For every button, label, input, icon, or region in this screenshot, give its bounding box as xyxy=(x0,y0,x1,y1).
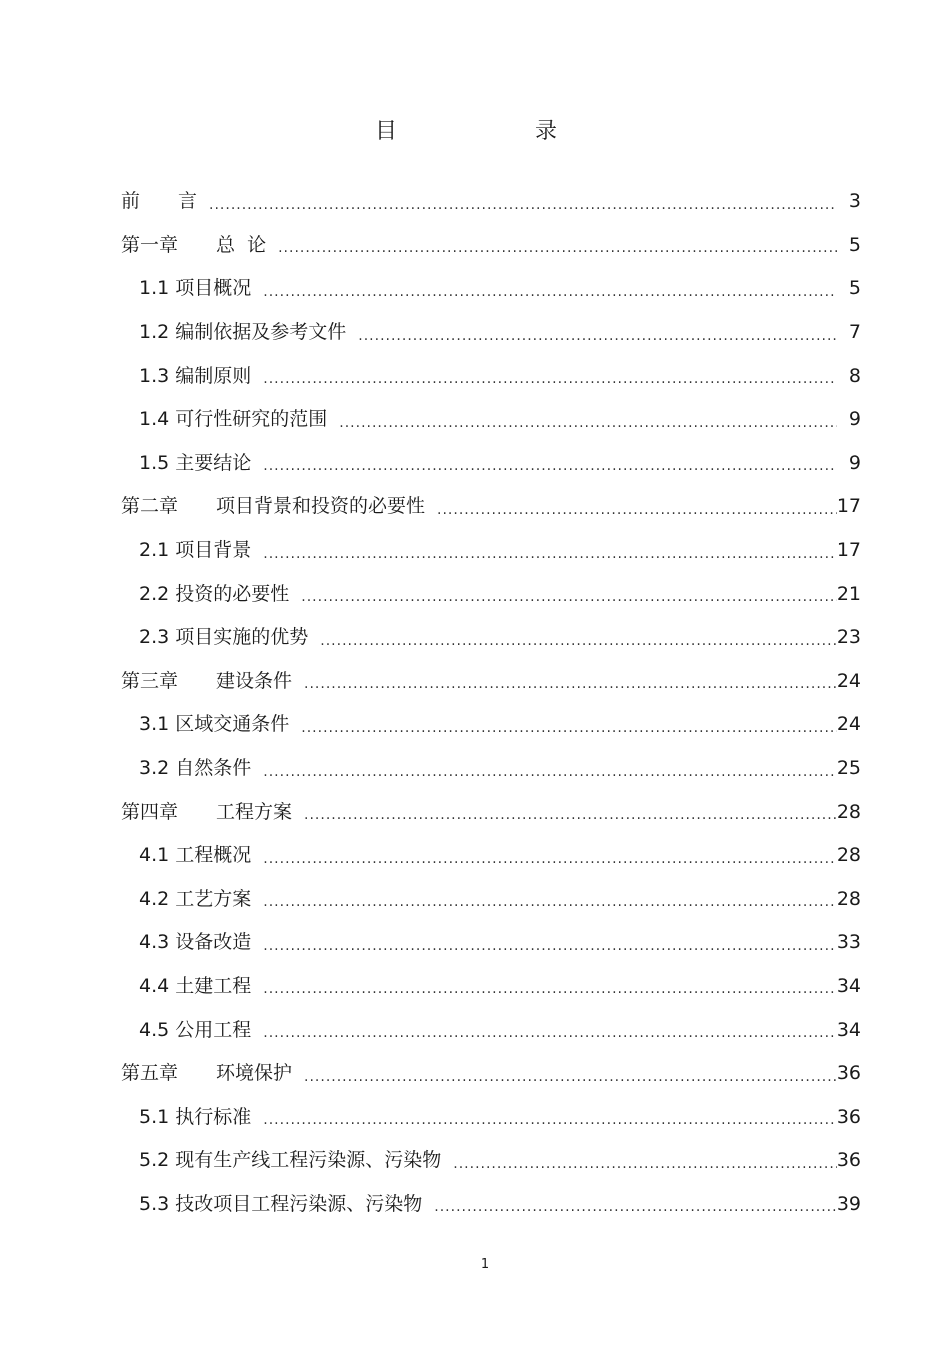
toc-dot-leader xyxy=(263,939,837,953)
toc-entry-label: 4.2 工艺方案 xyxy=(139,890,263,909)
toc-entry-label: 前 言 xyxy=(121,192,209,211)
toc-section-entry[interactable] xyxy=(121,529,861,573)
toc-entry-label: 2.1 项目背景 xyxy=(139,541,263,560)
toc-dot-leader xyxy=(209,198,837,212)
toc-entry-page: 21 xyxy=(836,582,861,605)
toc-entry-page: 23 xyxy=(836,626,861,649)
toc-entry-page: 17 xyxy=(836,539,861,562)
toc-entry-label: 第四章 工程方案 xyxy=(121,803,304,822)
toc-section-entry[interactable] xyxy=(121,703,861,747)
toc-dot-leader xyxy=(263,765,837,779)
toc-dot-leader xyxy=(437,503,837,517)
toc-chapter-entry[interactable] xyxy=(121,790,861,834)
toc-entry-label: 第五章 环境保护 xyxy=(121,1064,304,1083)
toc-entry-page: 8 xyxy=(837,367,861,386)
toc-entry-label: 1.3 编制原则 xyxy=(139,367,263,386)
toc-dot-leader xyxy=(434,1200,837,1214)
toc-dot-leader xyxy=(263,852,837,866)
toc-section-entry[interactable] xyxy=(121,442,861,486)
toc-dot-leader xyxy=(263,1026,837,1040)
toc-section-entry[interactable] xyxy=(121,398,861,442)
toc-dot-leader xyxy=(301,721,837,735)
toc-section-entry[interactable] xyxy=(121,1139,861,1183)
toc-entry-page: 39 xyxy=(836,1192,861,1215)
toc-entry-label: 第一章 总 论 xyxy=(121,236,278,255)
toc-dot-leader xyxy=(358,329,837,343)
toc-section-entry[interactable] xyxy=(121,965,861,1009)
toc-entry-label: 1.5 主要结论 xyxy=(139,454,263,473)
toc-section-entry[interactable] xyxy=(121,921,861,965)
toc-section-entry[interactable] xyxy=(121,354,861,398)
toc-entry-page: 34 xyxy=(836,974,861,997)
toc-entry-label: 3.2 自然条件 xyxy=(139,759,263,778)
toc-chapter-entry[interactable] xyxy=(121,224,861,268)
toc-section-entry[interactable] xyxy=(121,1095,861,1139)
toc-entry-page: 5 xyxy=(837,279,861,298)
toc-entry-label: 第三章 建设条件 xyxy=(121,672,304,691)
toc-entry-label: 2.2 投资的必要性 xyxy=(139,585,301,604)
toc-entry-label: 4.4 土建工程 xyxy=(139,977,263,996)
toc-chapter-entry[interactable] xyxy=(121,485,861,529)
toc-entry-label: 1.4 可行性研究的范围 xyxy=(139,410,339,429)
toc-dot-leader xyxy=(263,285,837,299)
toc-dot-leader xyxy=(263,547,837,561)
table-of-contents xyxy=(121,180,861,1226)
toc-entry-label: 2.3 项目实施的优势 xyxy=(139,628,320,647)
toc-entry-page: 33 xyxy=(836,931,861,954)
toc-dot-leader xyxy=(301,590,837,604)
toc-entry-page: 9 xyxy=(837,454,861,473)
toc-entry-page: 34 xyxy=(836,1018,861,1041)
toc-title: 目 录 xyxy=(374,119,615,144)
toc-entry-page: 5 xyxy=(837,236,861,255)
page-number: 1 xyxy=(480,1257,490,1272)
toc-chapter-entry[interactable] xyxy=(121,180,861,224)
toc-entry-label: 4.1 工程概况 xyxy=(139,846,263,865)
toc-entry-page: 36 xyxy=(836,1105,861,1128)
toc-entry-label: 第二章 项目背景和投资的必要性 xyxy=(121,497,437,516)
toc-entry-page: 3 xyxy=(837,192,861,211)
toc-section-entry[interactable] xyxy=(121,1008,861,1052)
toc-dot-leader xyxy=(304,677,837,691)
toc-entry-label: 5.1 执行标准 xyxy=(139,1108,263,1127)
toc-entry-label: 5.2 现有生产线工程污染源、污染物 xyxy=(139,1151,453,1170)
toc-dot-leader xyxy=(263,982,837,996)
toc-dot-leader xyxy=(263,459,837,473)
toc-dot-leader xyxy=(263,895,837,909)
toc-entry-label: 4.5 公用工程 xyxy=(139,1021,263,1040)
toc-entry-label: 4.3 设备改造 xyxy=(139,933,263,952)
toc-section-entry[interactable] xyxy=(121,1183,861,1227)
toc-dot-leader xyxy=(278,241,837,255)
toc-dot-leader xyxy=(320,634,837,648)
toc-section-entry[interactable] xyxy=(121,572,861,616)
toc-entry-page: 9 xyxy=(837,410,861,429)
toc-entry-label: 1.2 编制依据及参考文件 xyxy=(139,323,358,342)
toc-dot-leader xyxy=(263,1113,837,1127)
toc-entry-page: 28 xyxy=(836,800,861,823)
toc-dot-leader xyxy=(263,372,837,386)
toc-entry-page: 36 xyxy=(836,1062,861,1085)
toc-entry-page: 28 xyxy=(836,844,861,867)
toc-chapter-entry[interactable] xyxy=(121,1052,861,1096)
toc-entry-page: 36 xyxy=(836,1149,861,1172)
toc-entry-page: 17 xyxy=(836,495,861,518)
toc-entry-page: 25 xyxy=(836,757,861,780)
toc-section-entry[interactable] xyxy=(121,747,861,791)
toc-entry-label: 5.3 技改项目工程污染源、污染物 xyxy=(139,1195,434,1214)
toc-section-entry[interactable] xyxy=(121,311,861,355)
toc-entry-page: 7 xyxy=(837,323,861,342)
toc-section-entry[interactable] xyxy=(121,267,861,311)
toc-entry-label: 1.1 项目概况 xyxy=(139,279,263,298)
toc-chapter-entry[interactable] xyxy=(121,660,861,704)
toc-section-entry[interactable] xyxy=(121,878,861,922)
toc-entry-page: 28 xyxy=(836,887,861,910)
toc-entry-page: 24 xyxy=(836,713,861,736)
toc-dot-leader xyxy=(304,1070,837,1084)
toc-entry-page: 24 xyxy=(836,669,861,692)
toc-dot-leader xyxy=(453,1157,837,1171)
toc-dot-leader xyxy=(304,808,837,822)
toc-section-entry[interactable] xyxy=(121,834,861,878)
toc-entry-label: 3.1 区域交通条件 xyxy=(139,715,301,734)
toc-dot-leader xyxy=(339,416,837,430)
toc-section-entry[interactable] xyxy=(121,616,861,660)
